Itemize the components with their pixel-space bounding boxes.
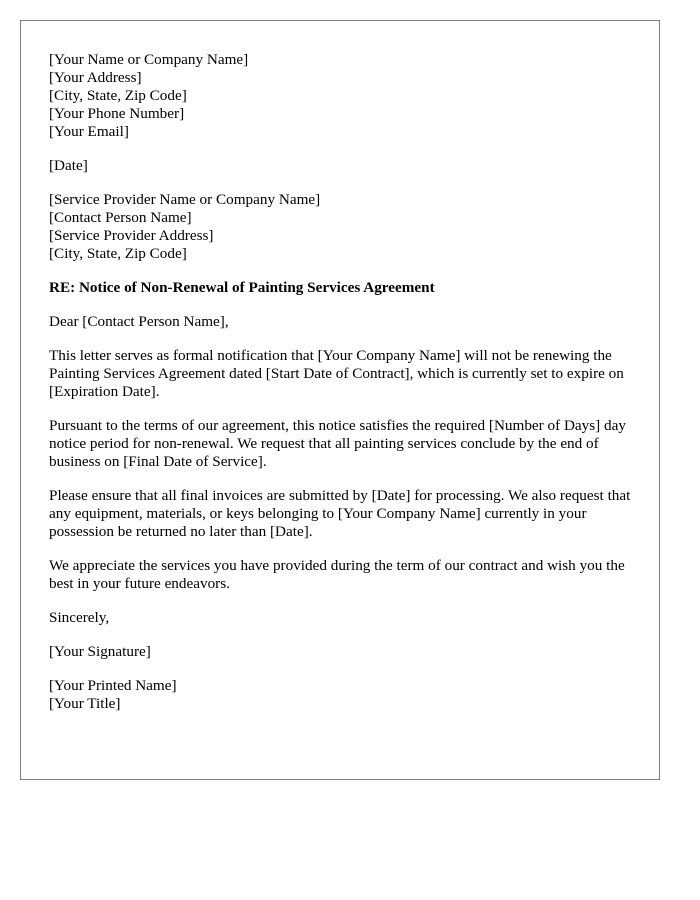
salutation: Dear [Contact Person Name], <box>49 313 229 330</box>
body-paragraph-4: We appreciate the services you have provided during the term of our contract and wish you the best in your future endeavors. <box>49 557 625 592</box>
body-paragraph-1: This letter serves as formal notification that [Your Company Name] will not be renewing the Painting Services Agreement dated [Start Date of Contract], which is currently set to expire on [Expiration Date]. <box>49 347 624 400</box>
body-paragraph-3: Please ensure that all final invoices are submitted by [Date] for processing. We also request that any equipment, materials, or keys belonging to [Your Company Name] currently in your possession be returned no later than [Date]. <box>49 487 631 540</box>
recipient-name: [Service Provider Name or Company Name] <box>49 191 321 208</box>
signer-block <box>49 677 631 713</box>
closing: Sincerely, <box>49 609 110 626</box>
recipient-contact: [Contact Person Name] <box>49 209 192 226</box>
recipient-address-block <box>49 191 631 263</box>
body-paragraph-2: Pursuant to the terms of our agreement, this notice satisfies the required [Number of Days] day notice period for non-renewal. We request that all painting services conclude by the end of business on [Final Date of Service]. <box>49 417 626 470</box>
recipient-city-state-zip: [City, State, Zip Code] <box>49 245 187 262</box>
signature: [Your Signature] <box>49 643 151 660</box>
sender-name: [Your Name or Company Name] <box>49 51 249 68</box>
sender-email: [Your Email] <box>49 123 129 140</box>
date-block <box>49 157 631 175</box>
sender-address-block <box>49 51 631 141</box>
sender-address: [Your Address] <box>49 69 142 86</box>
subject-line: RE: Notice of Non-Renewal of Painting Services Agreement <box>49 279 435 296</box>
signer-title: [Your Title] <box>49 695 121 712</box>
sender-city-state-zip: [City, State, Zip Code] <box>49 87 187 104</box>
letter-page <box>20 20 660 780</box>
sender-phone: [Your Phone Number] <box>49 105 185 122</box>
signer-printed-name: [Your Printed Name] <box>49 677 177 694</box>
recipient-address: [Service Provider Address] <box>49 227 214 244</box>
letter-date: [Date] <box>49 157 88 174</box>
